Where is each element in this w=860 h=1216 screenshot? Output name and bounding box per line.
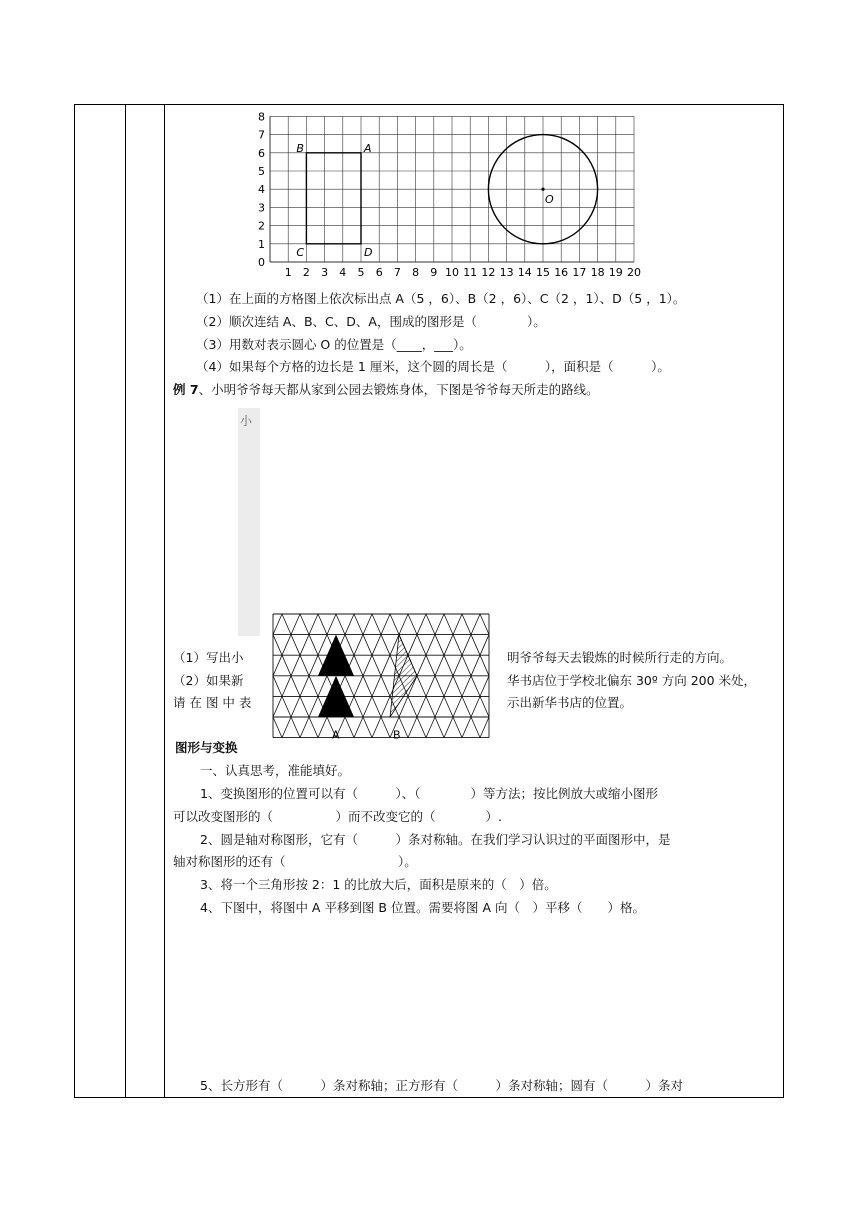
tri-grid-diagonal: [444, 696, 453, 717]
tri-grid-diagonal: [282, 635, 291, 656]
s1-question-2a: 2、圆是轴对称图形，它有（ ）条对称轴。在我们学习认识过的平面图形中，是: [200, 832, 671, 847]
tri-grid-diagonal: [444, 717, 453, 738]
tri-grid-diagonal: [417, 676, 426, 697]
tri-grid-diagonal: [408, 696, 417, 717]
shape-a-label: A: [332, 728, 340, 742]
s1-question-1a: 1、变换图形的位置可以有（ ）、（ ）等方法；按比例放大或缩小图形: [200, 786, 658, 801]
x-tick-label: 3: [321, 266, 329, 279]
x-tick-label: 2: [302, 266, 310, 279]
tri-grid-diagonal: [480, 676, 489, 697]
x-tick-label: 11: [463, 266, 478, 279]
tri-grid-diagonal: [480, 717, 489, 738]
y-tick-label: 6: [258, 146, 265, 160]
tri-grid-diagonal: [453, 655, 462, 676]
x-tick-label: 9: [430, 266, 438, 279]
tri-grid-diagonal: [426, 655, 435, 676]
point-label-c: C: [296, 245, 305, 259]
tri-grid-diagonal: [426, 676, 435, 697]
tri-grid-diagonal: [354, 717, 363, 738]
x-tick-label: 6: [375, 266, 383, 279]
tri-grid-diagonal: [462, 717, 471, 738]
ex7-q1-left: （1）写出小: [173, 650, 244, 665]
tri-grid-diagonal: [399, 614, 408, 635]
point-label-d: D: [364, 245, 373, 259]
tri-grid-diagonal: [426, 614, 435, 635]
tri-grid-diagonal: [273, 717, 282, 738]
tri-grid-diagonal: [417, 655, 426, 676]
tri-grid-diagonal: [363, 696, 372, 717]
example-7-label: 例 7: [173, 382, 199, 397]
tri-grid-diagonal: [309, 676, 318, 697]
x-tick-label: 8: [412, 266, 420, 279]
s1-question-4: 4、下图中，将图中 A 平移到图 B 位置。需要将图 A 向（ ）平移（ ）格。: [200, 900, 645, 915]
tri-grid-diagonal: [426, 696, 435, 717]
y-tick-label: 8: [258, 110, 265, 124]
tri-grid-diagonal: [309, 655, 318, 676]
tri-grid-diagonal: [435, 635, 444, 656]
tri-grid-diagonal: [363, 635, 372, 656]
tri-grid-diagonal: [318, 635, 327, 656]
rectangle-abcd: [306, 153, 361, 244]
tri-grid-diagonal: [480, 655, 489, 676]
tri-grid-diagonal: [417, 696, 426, 717]
tri-grid-diagonal: [318, 614, 327, 635]
tri-grid-diagonal: [273, 676, 282, 697]
question-1: （1）在上面的方格图上依次标出点 A（5 ，6）、B（2 ，6）、C（2 ，1）、D（5 ，1）。: [196, 291, 686, 306]
tri-grid-diagonal: [300, 614, 309, 635]
tri-grid-diagonal: [390, 614, 399, 635]
tri-grid-diagonal: [327, 614, 336, 635]
tri-grid-diagonal: [480, 635, 489, 656]
tri-grid-diagonal: [462, 635, 471, 656]
y-tick-label: 2: [258, 219, 265, 233]
tri-grid-diagonal: [282, 614, 291, 635]
section-heading: 一、认真思考，准能填好。: [200, 763, 351, 778]
tri-grid-diagonal: [435, 614, 444, 635]
x-tick-label: 15: [536, 266, 550, 279]
tri-grid-diagonal: [462, 655, 471, 676]
tri-grid-diagonal: [354, 635, 363, 656]
tri-grid-diagonal: [480, 614, 489, 635]
tri-grid-diagonal: [282, 696, 291, 717]
tri-grid-diagonal: [309, 696, 318, 717]
tri-grid-diagonal: [435, 676, 444, 697]
tri-grid-diagonal: [471, 655, 480, 676]
tri-grid-diagonal: [381, 676, 390, 697]
y-tick-label: 7: [258, 128, 265, 142]
ex7-q2b-left: 请 在 图 中 表: [173, 695, 252, 710]
tri-grid-diagonal: [453, 717, 462, 738]
s1-question-3: 3、将一个三角形按 2：1 的比放大后，面积是原来的（ ）倍。: [200, 877, 557, 892]
tri-grid-diagonal: [444, 676, 453, 697]
route-map-image-strip: [238, 408, 260, 636]
tri-grid-diagonal: [471, 635, 480, 656]
tri-grid-diagonal: [345, 635, 354, 656]
tri-grid-diagonal: [300, 696, 309, 717]
x-tick-label: 16: [554, 266, 569, 279]
tri-grid-diagonal: [363, 614, 372, 635]
tri-grid-diagonal: [354, 614, 363, 635]
tri-grid-diagonal: [471, 717, 480, 738]
tri-grid-diagonal: [372, 635, 381, 656]
ex7-q1-right: 明爷爷每天去锻炼的时候所行走的方向。: [507, 650, 733, 665]
tri-grid-diagonal: [462, 696, 471, 717]
table-divider-2: [164, 104, 165, 1098]
x-tick-label: 7: [393, 266, 401, 279]
x-tick-label: 14: [517, 266, 532, 279]
tri-grid-diagonal: [372, 614, 381, 635]
tri-grid-diagonal: [345, 717, 354, 738]
tri-grid-diagonal: [453, 676, 462, 697]
s1-question-1b: 可以改变图形的（ ）而不改变它的（ ）.: [173, 809, 502, 824]
example-7-text: 、小明爷爷每天都从家到公园去锻炼身体，下图是爷爷每天所走的路线。: [198, 382, 599, 397]
tri-grid-diagonal: [309, 635, 318, 656]
x-tick-label: 12: [481, 266, 496, 279]
tri-grid-diagonal: [408, 635, 417, 656]
tri-grid-diagonal: [282, 655, 291, 676]
x-tick-label: 18: [590, 266, 605, 279]
question-2: （2）顺次连结 A、B、C、D、A，围成的图形是（ ）。: [196, 314, 546, 329]
tri-grid-diagonal: [354, 655, 363, 676]
tri-grid-diagonal: [453, 635, 462, 656]
tri-grid-diagonal: [318, 676, 327, 697]
tri-grid-diagonal: [291, 614, 300, 635]
tri-grid-diagonal: [372, 655, 381, 676]
tri-grid-diagonal: [444, 614, 453, 635]
tri-grid-diagonal: [309, 717, 318, 738]
tri-grid-diagonal: [372, 696, 381, 717]
tri-grid-diagonal: [345, 614, 354, 635]
tri-grid-diagonal: [381, 655, 390, 676]
tri-grid-diagonal: [318, 717, 327, 738]
coordinate-grid-figure: [252, 108, 648, 280]
tri-grid-diagonal: [426, 717, 435, 738]
tri-grid-diagonal: [372, 676, 381, 697]
tri-grid-diagonal: [345, 676, 354, 697]
section-title: 图形与变换: [175, 740, 238, 755]
ex7-q2-left: （2）如果新: [173, 673, 244, 688]
tri-grid-diagonal: [453, 614, 462, 635]
y-tick-label: 4: [258, 183, 265, 197]
ex7-q2b-right: 示出新华书店的位置。: [507, 695, 633, 710]
tri-grid-diagonal: [381, 614, 390, 635]
tri-grid-diagonal: [471, 696, 480, 717]
tri-grid-diagonal: [300, 717, 309, 738]
x-tick-label: 19: [608, 266, 623, 279]
x-tick-label: 20: [627, 266, 641, 279]
tri-grid-diagonal: [435, 717, 444, 738]
tri-grid-diagonal: [462, 614, 471, 635]
tri-grid-diagonal: [273, 614, 282, 635]
x-tick-label: 10: [445, 266, 459, 279]
tri-grid-diagonal: [417, 614, 426, 635]
tri-grid-diagonal: [435, 655, 444, 676]
tri-grid-diagonal: [291, 696, 300, 717]
tri-grid-diagonal: [471, 614, 480, 635]
tri-grid-diagonal: [291, 635, 300, 656]
y-tick-label: 3: [258, 201, 265, 215]
tri-grid-diagonal: [309, 614, 318, 635]
tri-grid-diagonal: [417, 635, 426, 656]
tri-grid-diagonal: [291, 676, 300, 697]
tri-grid-diagonal: [363, 676, 372, 697]
tri-grid-diagonal: [372, 717, 381, 738]
tri-grid-diagonal: [354, 676, 363, 697]
ex7-q2-right: 华书店位于学校北偏东 30º 方向 200 米处，: [507, 673, 757, 688]
tri-grid-diagonal: [408, 717, 417, 738]
tri-grid-diagonal: [273, 635, 282, 656]
tri-grid-diagonal: [354, 696, 363, 717]
y-tick-label: 0: [258, 256, 265, 269]
tri-grid-diagonal: [417, 717, 426, 738]
example-7: [173, 382, 599, 398]
shape-b-label: B: [393, 728, 401, 742]
tri-grid-diagonal: [273, 655, 282, 676]
tri-grid-diagonal: [471, 676, 480, 697]
tri-grid-diagonal: [363, 655, 372, 676]
tri-grid-diagonal: [408, 614, 417, 635]
point-label-o: O: [545, 193, 554, 207]
x-tick-label: 5: [357, 266, 365, 279]
circle-center-dot: [541, 188, 544, 191]
y-tick-label: 5: [258, 165, 265, 178]
question-3: （3）用数对表示圆心 O 的位置是（____，___）。: [196, 337, 472, 352]
tri-grid-diagonal: [426, 635, 435, 656]
s1-question-2b: 轴对称图形的还有（ ）。: [173, 854, 417, 869]
tri-grid-diagonal: [282, 676, 291, 697]
tri-grid-diagonal: [300, 655, 309, 676]
tri-grid-diagonal: [363, 717, 372, 738]
tri-grid-diagonal: [381, 717, 390, 738]
tri-grid-diagonal: [291, 717, 300, 738]
tri-grid-diagonal: [300, 676, 309, 697]
tri-grid-diagonal: [291, 655, 300, 676]
tri-grid-diagonal: [300, 635, 309, 656]
tri-grid-diagonal: [453, 696, 462, 717]
route-map-strip-text: 小: [240, 414, 253, 428]
tri-grid-diagonal: [381, 635, 390, 656]
table-divider-1: [125, 104, 126, 1098]
x-tick-label: 17: [572, 266, 587, 279]
tri-grid-diagonal: [444, 655, 453, 676]
tri-grid-diagonal: [444, 635, 453, 656]
y-tick-label: 1: [258, 237, 265, 251]
tri-grid-diagonal: [381, 696, 390, 717]
point-label-a: A: [364, 141, 372, 155]
x-tick-label: 1: [284, 266, 292, 279]
x-tick-label: 4: [339, 266, 347, 279]
point-label-b: B: [296, 141, 304, 155]
tri-grid-diagonal: [273, 696, 282, 717]
tri-grid-diagonal: [480, 696, 489, 717]
tri-grid-diagonal: [336, 614, 345, 635]
x-tick-label: 13: [499, 266, 514, 279]
tri-grid-diagonal: [282, 717, 291, 738]
tri-grid-diagonal: [462, 676, 471, 697]
question-4: （4）如果每个方格的边长是 1 厘米，这个圆的周长是（ ），面积是（ ）。: [196, 359, 670, 374]
triangle-grid-figure: [270, 612, 492, 748]
s1-question-5: 5、长方形有（ ）条对称轴；正方形有（ ）条对称轴；圆有（ ）条对: [200, 1078, 683, 1093]
tri-grid-diagonal: [435, 696, 444, 717]
